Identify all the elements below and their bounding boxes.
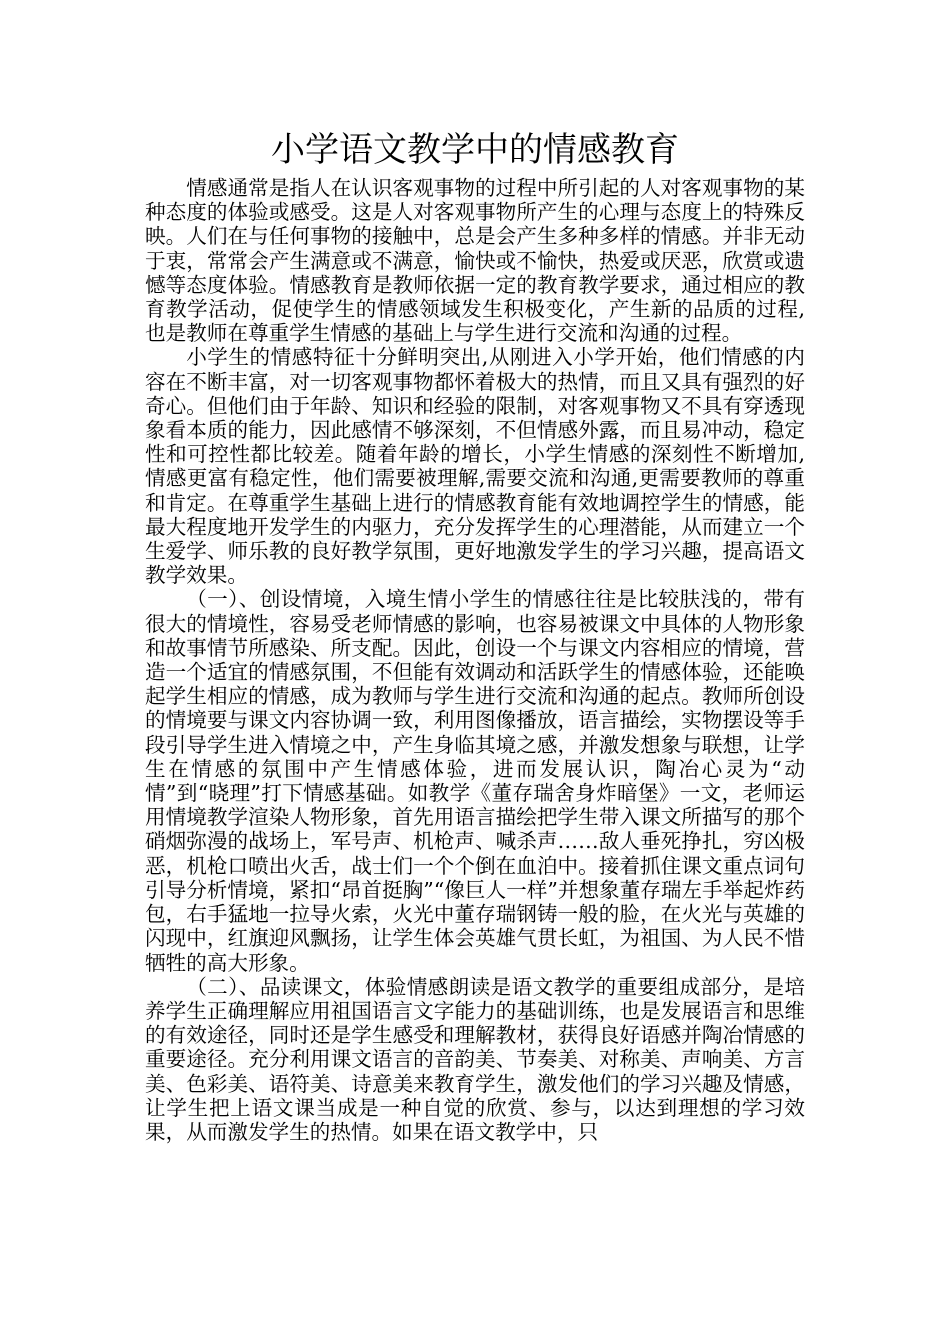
document-title: 小学语文教学中的情感教育 [271,130,679,170]
paragraph-section-one: （一）、创设情境，入境生情小学生的情感往往是比较肤浅的，带有很大的情境性，容易受老师情感的影响，也容易被课文中具体的人物形象和故事情节所感染、所支配。因此，创设一个与课文内容相应的情境，营造一个适宜的情感氛围，不但能有效调动和活跃学生的情感体验，还能唤起学生相应的情感，成为教师与学生进行交流和沟通的起点。教师所创设的情境要与课文内容协调一致，利用图像播放，语言描绘，实物摆设等手段引导学生进入情境之中，产生身临其境之感，并激发想象与联想，让学生在情感的氛围中产生情感体验，进而发展认识，陶冶心灵为“动情”到“晓理”打下情感基础。如教学《董存瑞舍身炸暗堡》一文，老师运用情境教学渲染人物形象，首先用语言描绘把学生带入课文所描写的那个硝烟弥漫的战场上，军号声、机枪声、喊杀声……敌人垂死挣扎，穷凶极恶，机枪口喷出火舌，战士们一个个倒在血泊中。接着抓住课文重点词句引导分析情境，紧扣“昂首挺胸”“像巨人一样”并想象董存瑞左手举起炸药包，右手猛地一拉导火索，火光中董存瑞钢铸一般的脸，在火光与英雄的闪现中，红旗迎风飘扬，让学生体会英雄气贯长虹，为祖国、为人民不惜牺牲的高大形象。 [145,587,805,975]
paragraph-characteristics: 小学生的情感特征十分鲜明突出,从刚进入小学开始，他们情感的内容在不断丰富，对一切客观事物都怀着极大的热情，而且又具有强烈的好奇心。但他们由于年龄、知识和经验的限制，对客观事物又不具有穿透现象看本质的能力，因此感情不够深刻，不但情感外露，而且易冲动，稳定性和可控性都比较差。随着年龄的增长，小学生情感的深刻性不断增加,情感更富有稳定性，他们需要被理解,需要交流和沟通,更需要教师的尊重和肯定。在尊重学生基础上进行的情感教育能有效地调控学生的情感，能最大程度地开发学生的内驱力，充分发挥学生的心理潜能，从而建立一个生爱学、师乐教的良好教学氛围，更好地激发学生的学习兴趣，提高语文教学效果。 [145,345,805,588]
paragraph-section-two: （二）、品读课文，体验情感朗读是语文教学的重要组成部分，是培养学生正确理解应用祖国语言文字能力的基础训练，也是发展语言和思维的有效途径，同时还是学生感受和理解教材，获得良好语感并陶冶情感的重要途径。充分利用课文语言的音韵美、节奏美、对称美、声响美、方言美、色彩美、语符美、诗意美来教育学生，激发他们的学习兴趣及情感，让学生把上语文课当成是一种自觉的欣赏、参与，以达到理想的学习效果，从而激发学生的热情。如果在语文教学中，只 [145,974,805,1144]
paragraph-intro: 情感通常是指人在认识客观事物的过程中所引起的人对客观事物的某种态度的体验或感受。这是人对客观事物所产生的心理与态度上的特殊反映。人们在与任何事物的接触中，总是会产生多种多样的情感。并非无动于衷，常常会产生满意或不满意，愉快或不愉快，热爱或厌恶，欣赏或遗憾等态度体验。情感教育是教师依据一定的教育教学要求，通过相应的教育教学活动，促使学生的情感领域发生积极变化，产生新的品质的过程,也是教师在尊重学生情感的基础上与学生进行交流和沟通的过程。 [145,176,805,346]
document-body [145,176,805,1144]
